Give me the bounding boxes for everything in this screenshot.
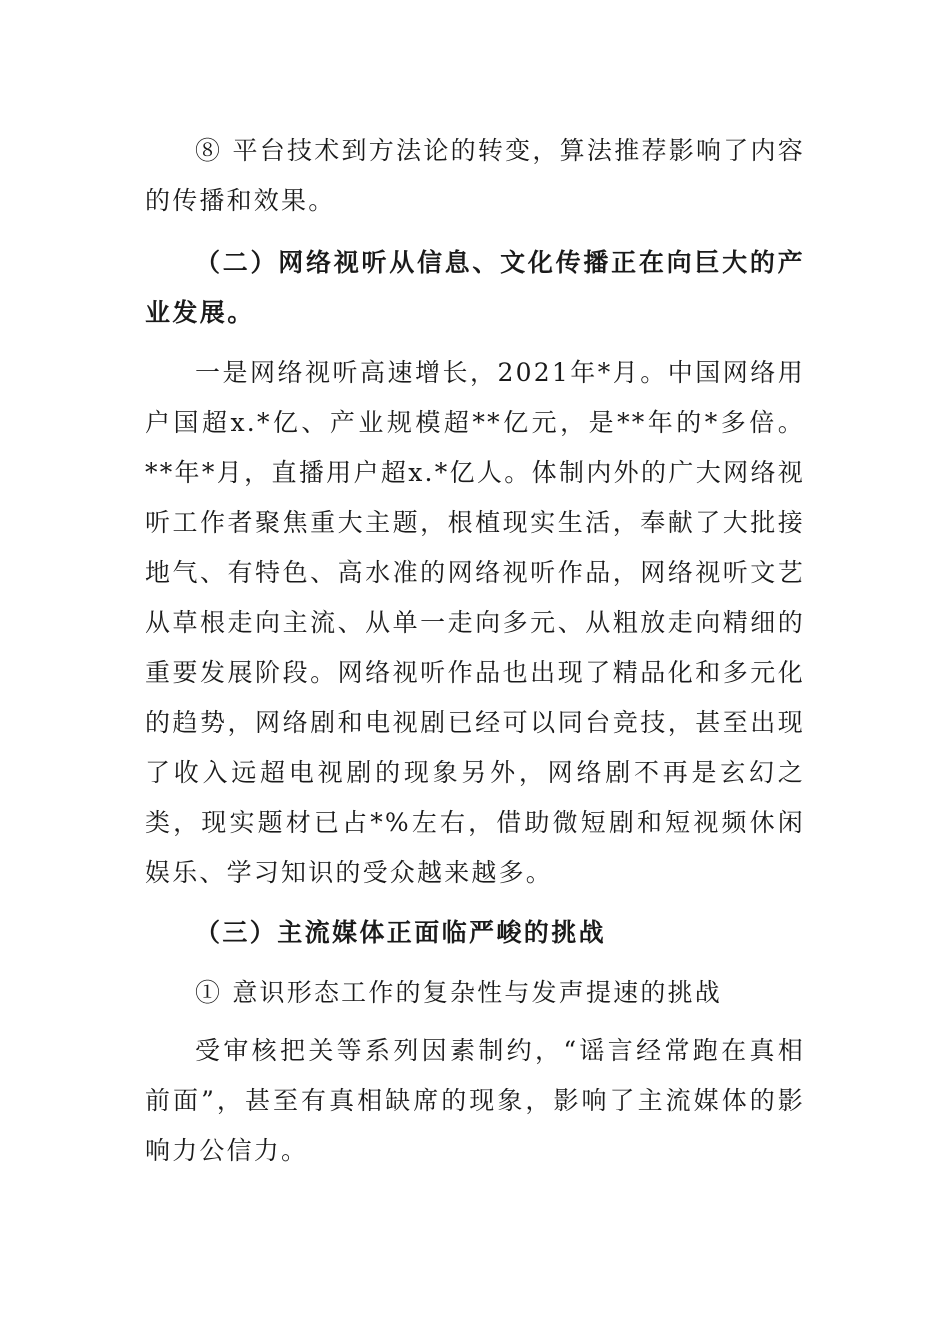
subheading-ideology-challenge: ① 意识形态工作的复杂性与发声提速的挑战 bbox=[195, 978, 722, 1007]
paragraph-platform-technology: ⑧ 平台技术到方法论的转变，算法推荐影响了内容的传播和效果。 bbox=[145, 136, 805, 215]
section-heading-2: （二）网络视听从信息、文化传播正在向巨大的产业发展。 bbox=[145, 248, 805, 327]
document-body bbox=[145, 126, 805, 1176]
paragraph-network-av-growth: 一是网络视听高速增长，2021年*月。中国网络用户国超x.*亿、产业规模超**亿元，是**年的*多倍。**年*月，直播用户超x.*亿人。体制内外的广大网络视听工作者聚焦重大主题，根植现实生活，奉献了大批接地气、有特色、高水准的网络视听作品，网络视听文艺从草根走向主流、从单一走向多元、从粗放走向精细的重要发展阶段。网络视听作品也出现了精品化和多元化的趋势，网络剧和电视剧已经可以同台竞技，甚至出现了收入远超电视剧的现象另外，网络剧不再是玄幻之类，现实题材已占*%左右，借助微短剧和短视频休闲娱乐、学习知识的受众越来越多。 bbox=[145, 358, 805, 887]
paragraph-rumors-truth: 受审核把关等系列因素制约，“谣言经常跑在真相前面”，甚至有真相缺席的现象，影响了主流媒体的影响力公信力。 bbox=[145, 1036, 805, 1165]
section-heading-3: （三）主流媒体正面临严峻的挑战 bbox=[195, 918, 607, 947]
